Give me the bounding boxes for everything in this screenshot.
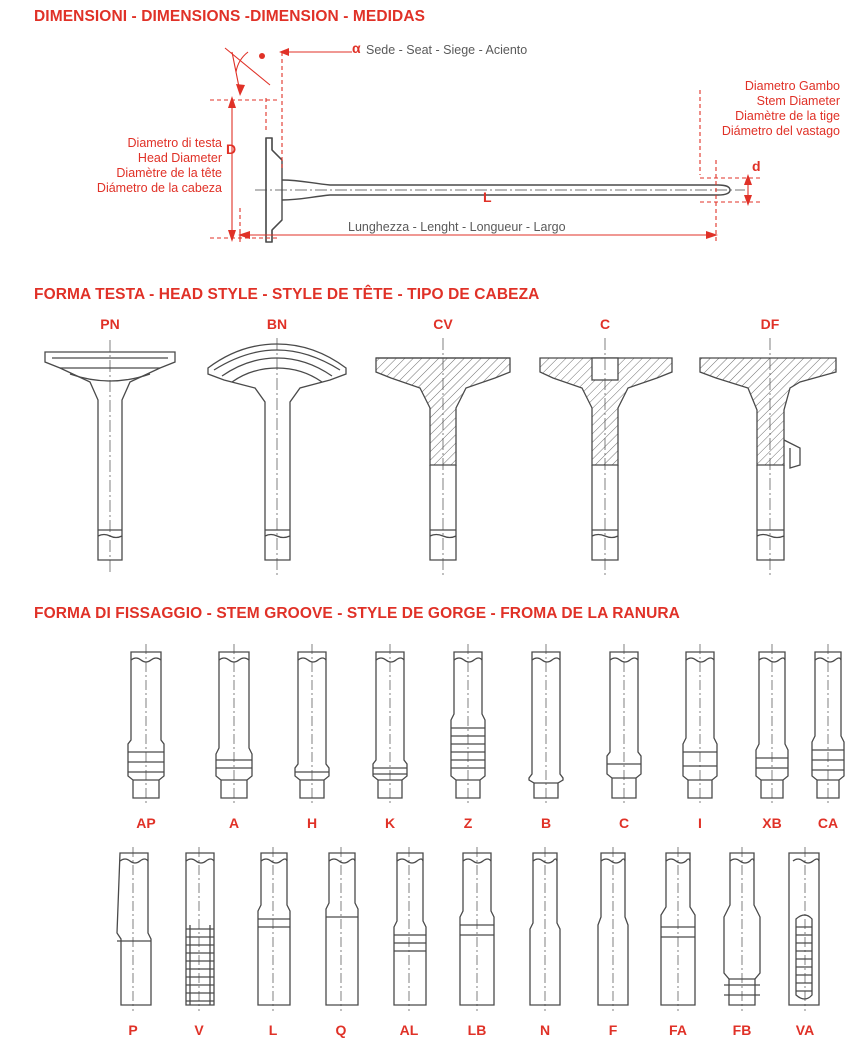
head-diameter-line3: Diamètre de la tête [116,166,222,180]
seat-angle-symbol: α [352,40,361,56]
groove-code-a: A [228,815,240,831]
stem-diameter-line4: Diámetro del vastago [721,124,840,138]
groove-code-z: Z [463,815,473,831]
stem-diameter-symbol: d [752,158,761,174]
length-label: Lunghezza - Lenght - Longueur - Largo [348,220,566,234]
stem-diameter-line2: Stem Diameter [756,94,840,108]
groove-code-h: H [306,815,318,831]
groove-code-f: F [608,1022,618,1038]
groove-code-ap: AP [136,815,156,831]
groove-code-p: P [128,1022,138,1038]
groove-code-c: C [618,815,630,831]
head-style-code-df: DF [760,316,780,332]
groove-code-fa: FA [669,1022,687,1038]
head-diameter-symbol: D [226,141,237,157]
groove-code-b: B [540,815,552,831]
groove-code-q: Q [335,1022,347,1038]
groove-code-va: VA [795,1022,815,1038]
groove-code-l: L [268,1022,278,1038]
section-title-head-style: FORMA TESTA - HEAD STYLE - STYLE DE TÊTE - TIPO DE CABEZA [34,286,540,303]
groove-code-fb: FB [732,1022,752,1038]
groove-code-k: K [384,815,396,831]
head-diameter-line1: Diametro di testa [127,136,222,150]
head-style-drawings [0,330,860,590]
stem-diameter-line1: Diametro Gambo [744,79,840,93]
head-diameter-line2: Head Diameter [137,151,222,165]
groove-code-al: AL [399,1022,419,1038]
length-symbol: L [483,189,492,205]
head-diameter-line4: Diámetro de la cabeza [96,181,222,195]
section-title-dimensions: DIMENSIONI - DIMENSIONS -DIMENSION - MEDIDAS [34,8,426,25]
head-style-code-c: C [599,316,611,332]
groove-code-v: V [194,1022,204,1038]
head-style-code-cv: CV [433,316,453,332]
section-title-stem-groove: FORMA DI FISSAGGIO - STEM GROOVE - STYLE DE GORGE - FROMA DE LA RANURA [34,605,680,622]
groove-code-n: N [539,1022,551,1038]
stem-diameter-line3: Diamètre de la tige [735,109,840,123]
stem-groove-row2-drawings [0,845,860,1015]
head-style-code-bn: BN [266,316,288,332]
groove-code-lb: LB [467,1022,487,1038]
groove-code-i: I [698,815,702,831]
stem-groove-row1-drawings [0,640,860,810]
head-style-code-pn: PN [100,316,120,332]
seat-label: Sede - Seat - Siege - Aciento [366,43,528,57]
groove-code-ca: CA [817,815,839,831]
groove-code-xb: XB [762,815,782,831]
